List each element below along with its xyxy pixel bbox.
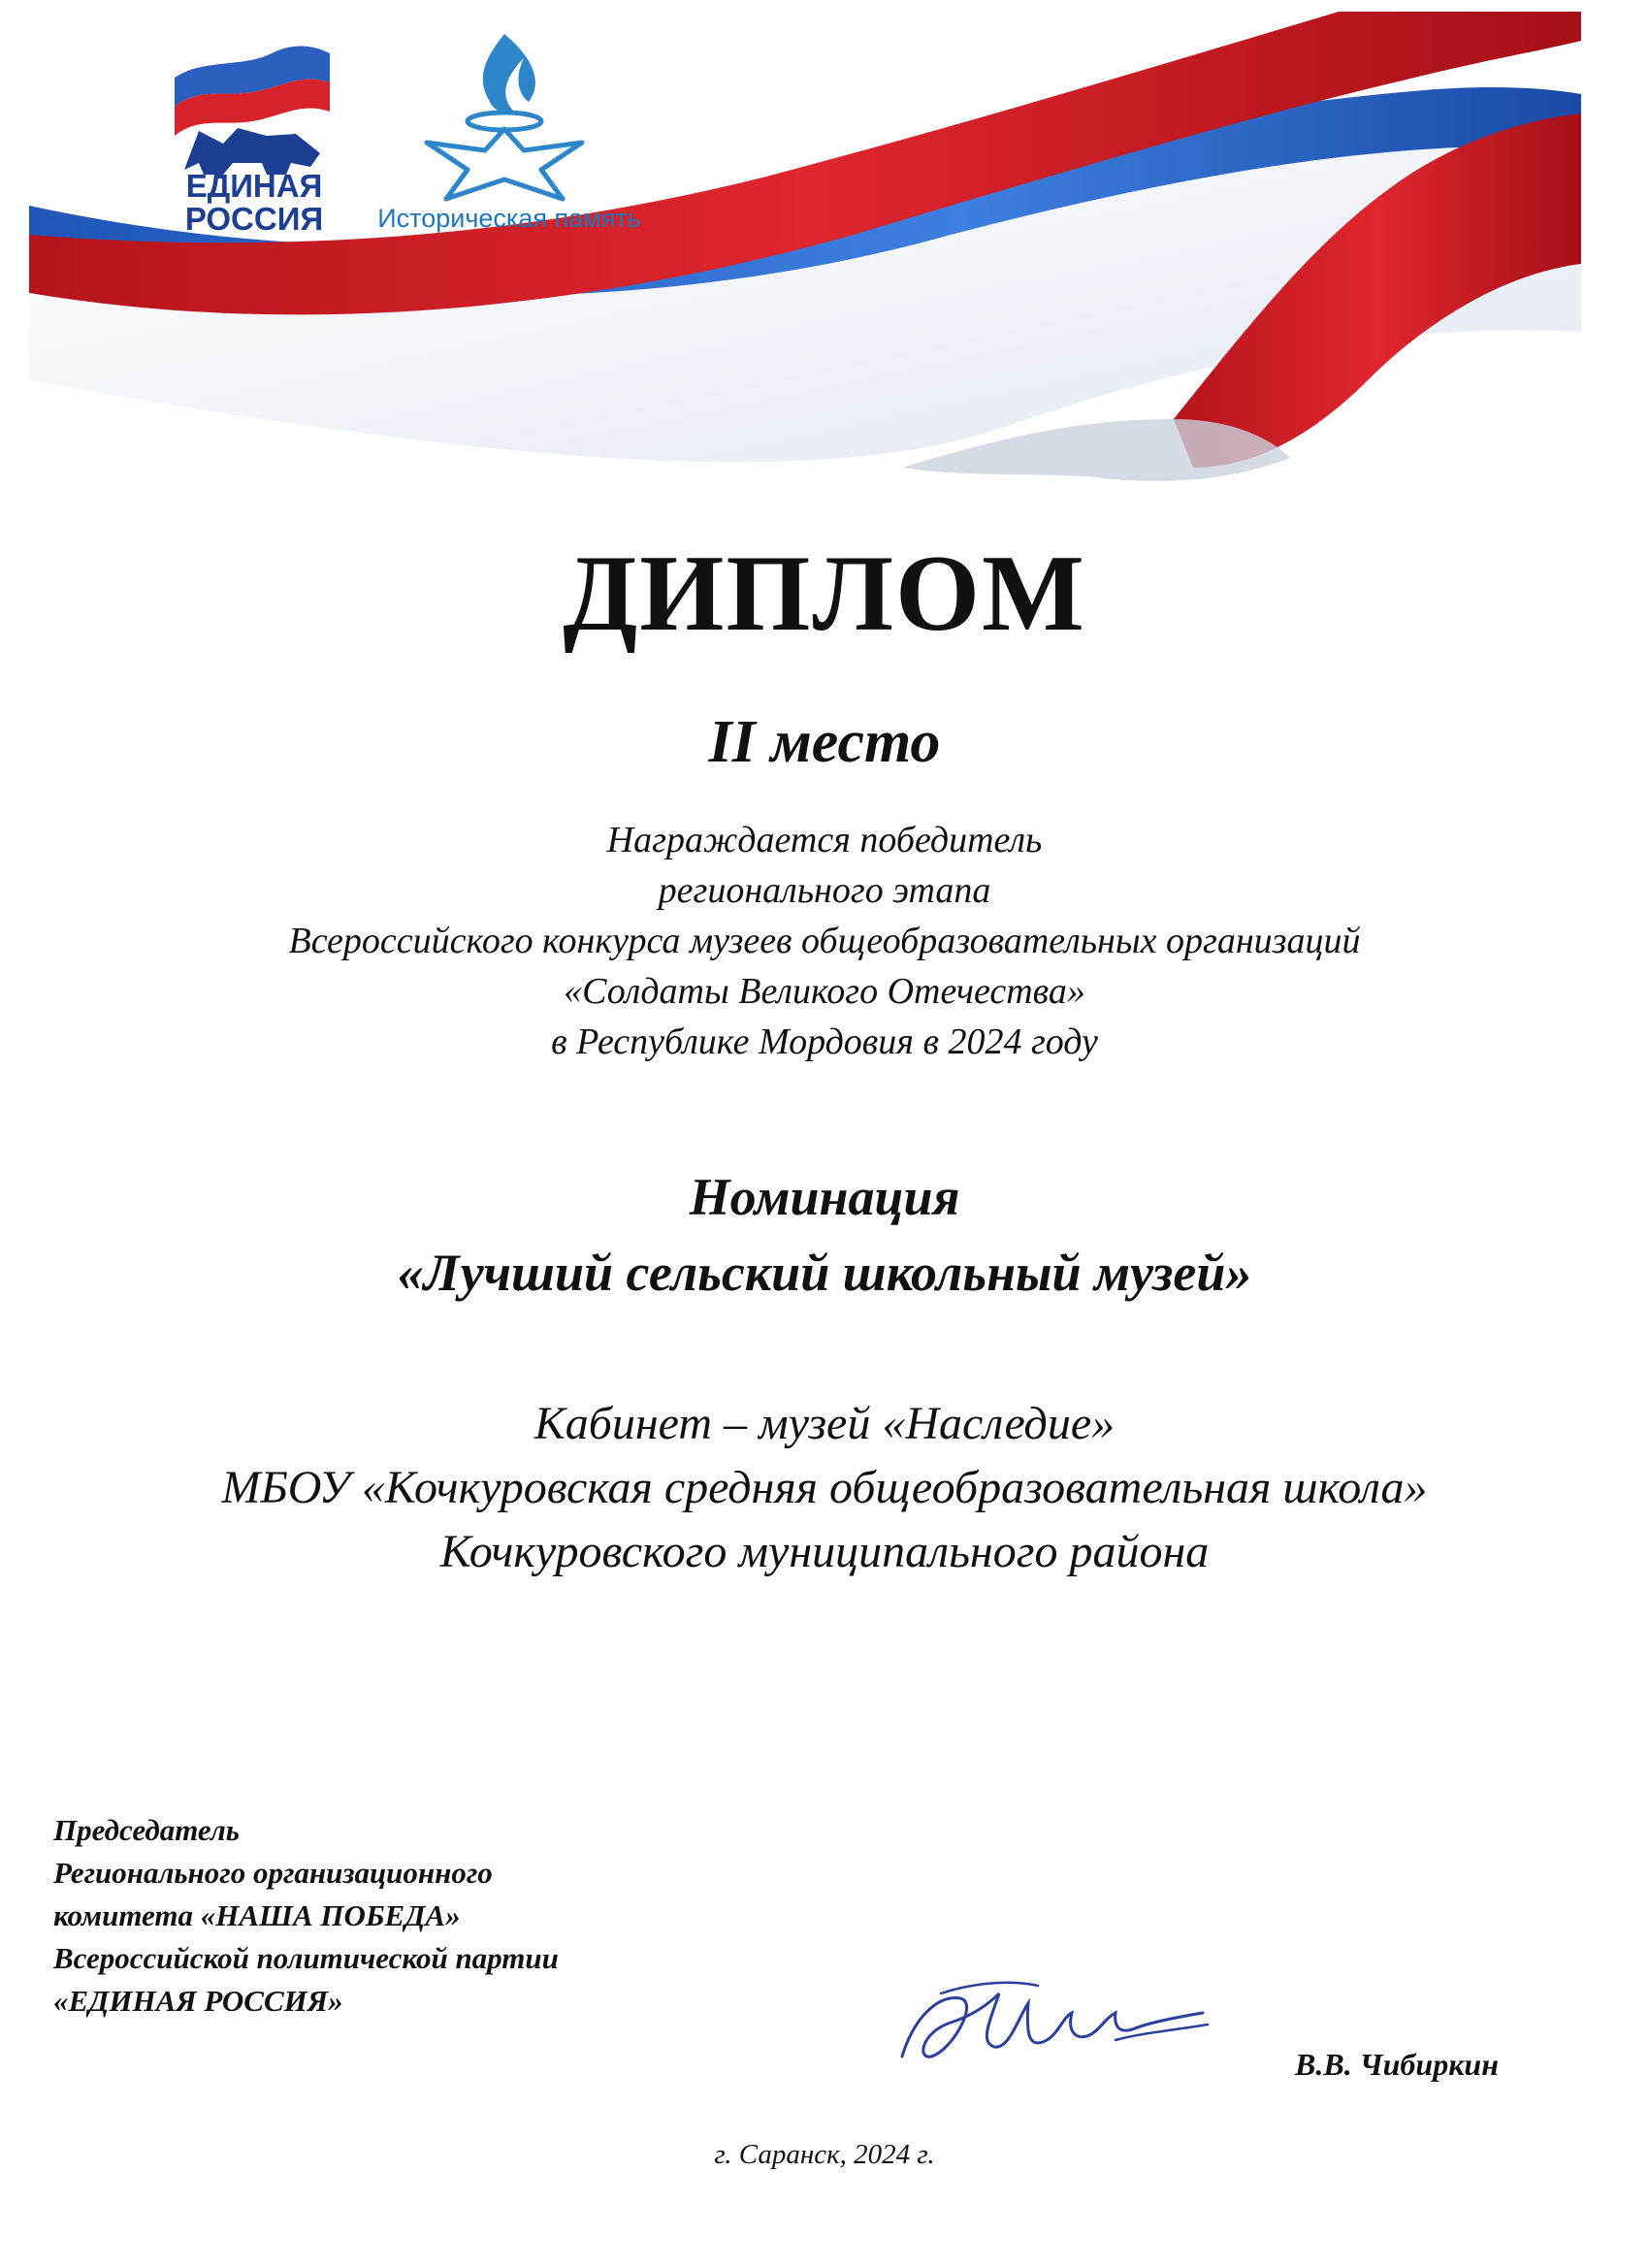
logo-line-1: ЕДИНАЯ (185, 168, 323, 204)
handwritten-signature (883, 1964, 1232, 2081)
chair-line: Регионального организационного (53, 1856, 493, 1890)
award-line: Всероссийского конкурса музеев общеобразовательных организаций (288, 921, 1361, 961)
historical-memory-logo (398, 24, 611, 204)
winner-block (0, 1392, 1649, 1584)
award-line: «Солдаты Великого Отечества» (564, 971, 1085, 1012)
chair-line: Председатель (53, 1813, 240, 1847)
award-text (0, 815, 1649, 1067)
chair-title-block (53, 1809, 732, 2023)
winner-line: Кабинет – музей «Наследие» (534, 1398, 1116, 1449)
nomination-heading: Номинация (689, 1168, 960, 1226)
diploma-title: ДИПЛОМ (563, 534, 1086, 654)
nomination-block (0, 1159, 1649, 1311)
award-line: в Республике Мордовия в 2024 году (551, 1021, 1098, 1062)
award-line: регионального этапа (658, 870, 991, 911)
chair-line: Всероссийской политической партии (53, 1941, 559, 1975)
signer-name: В.В. Чибиркин (1295, 2047, 1499, 2082)
nomination-name: «Лучший сельский школьный музей» (397, 1244, 1252, 1302)
award-line: Награждается победитель (606, 820, 1043, 860)
place-heading: II место (708, 709, 941, 775)
winner-line: Кочкуровского муниципального района (439, 1526, 1210, 1577)
chair-line: «ЕДИНАЯ РОССИЯ» (53, 1984, 343, 2018)
city-date: г. Саранск, 2024 г. (714, 2139, 935, 2170)
logo-line-2: РОССИЯ (184, 201, 324, 237)
historical-memory-label: Историческая память (377, 204, 641, 233)
winner-line: МБОУ «Кочкуровская средняя общеобразовательная школа» (221, 1462, 1428, 1513)
chair-line: комитета «НАША ПОБЕДА» (53, 1898, 461, 1932)
united-russia-logo-text (167, 170, 341, 236)
